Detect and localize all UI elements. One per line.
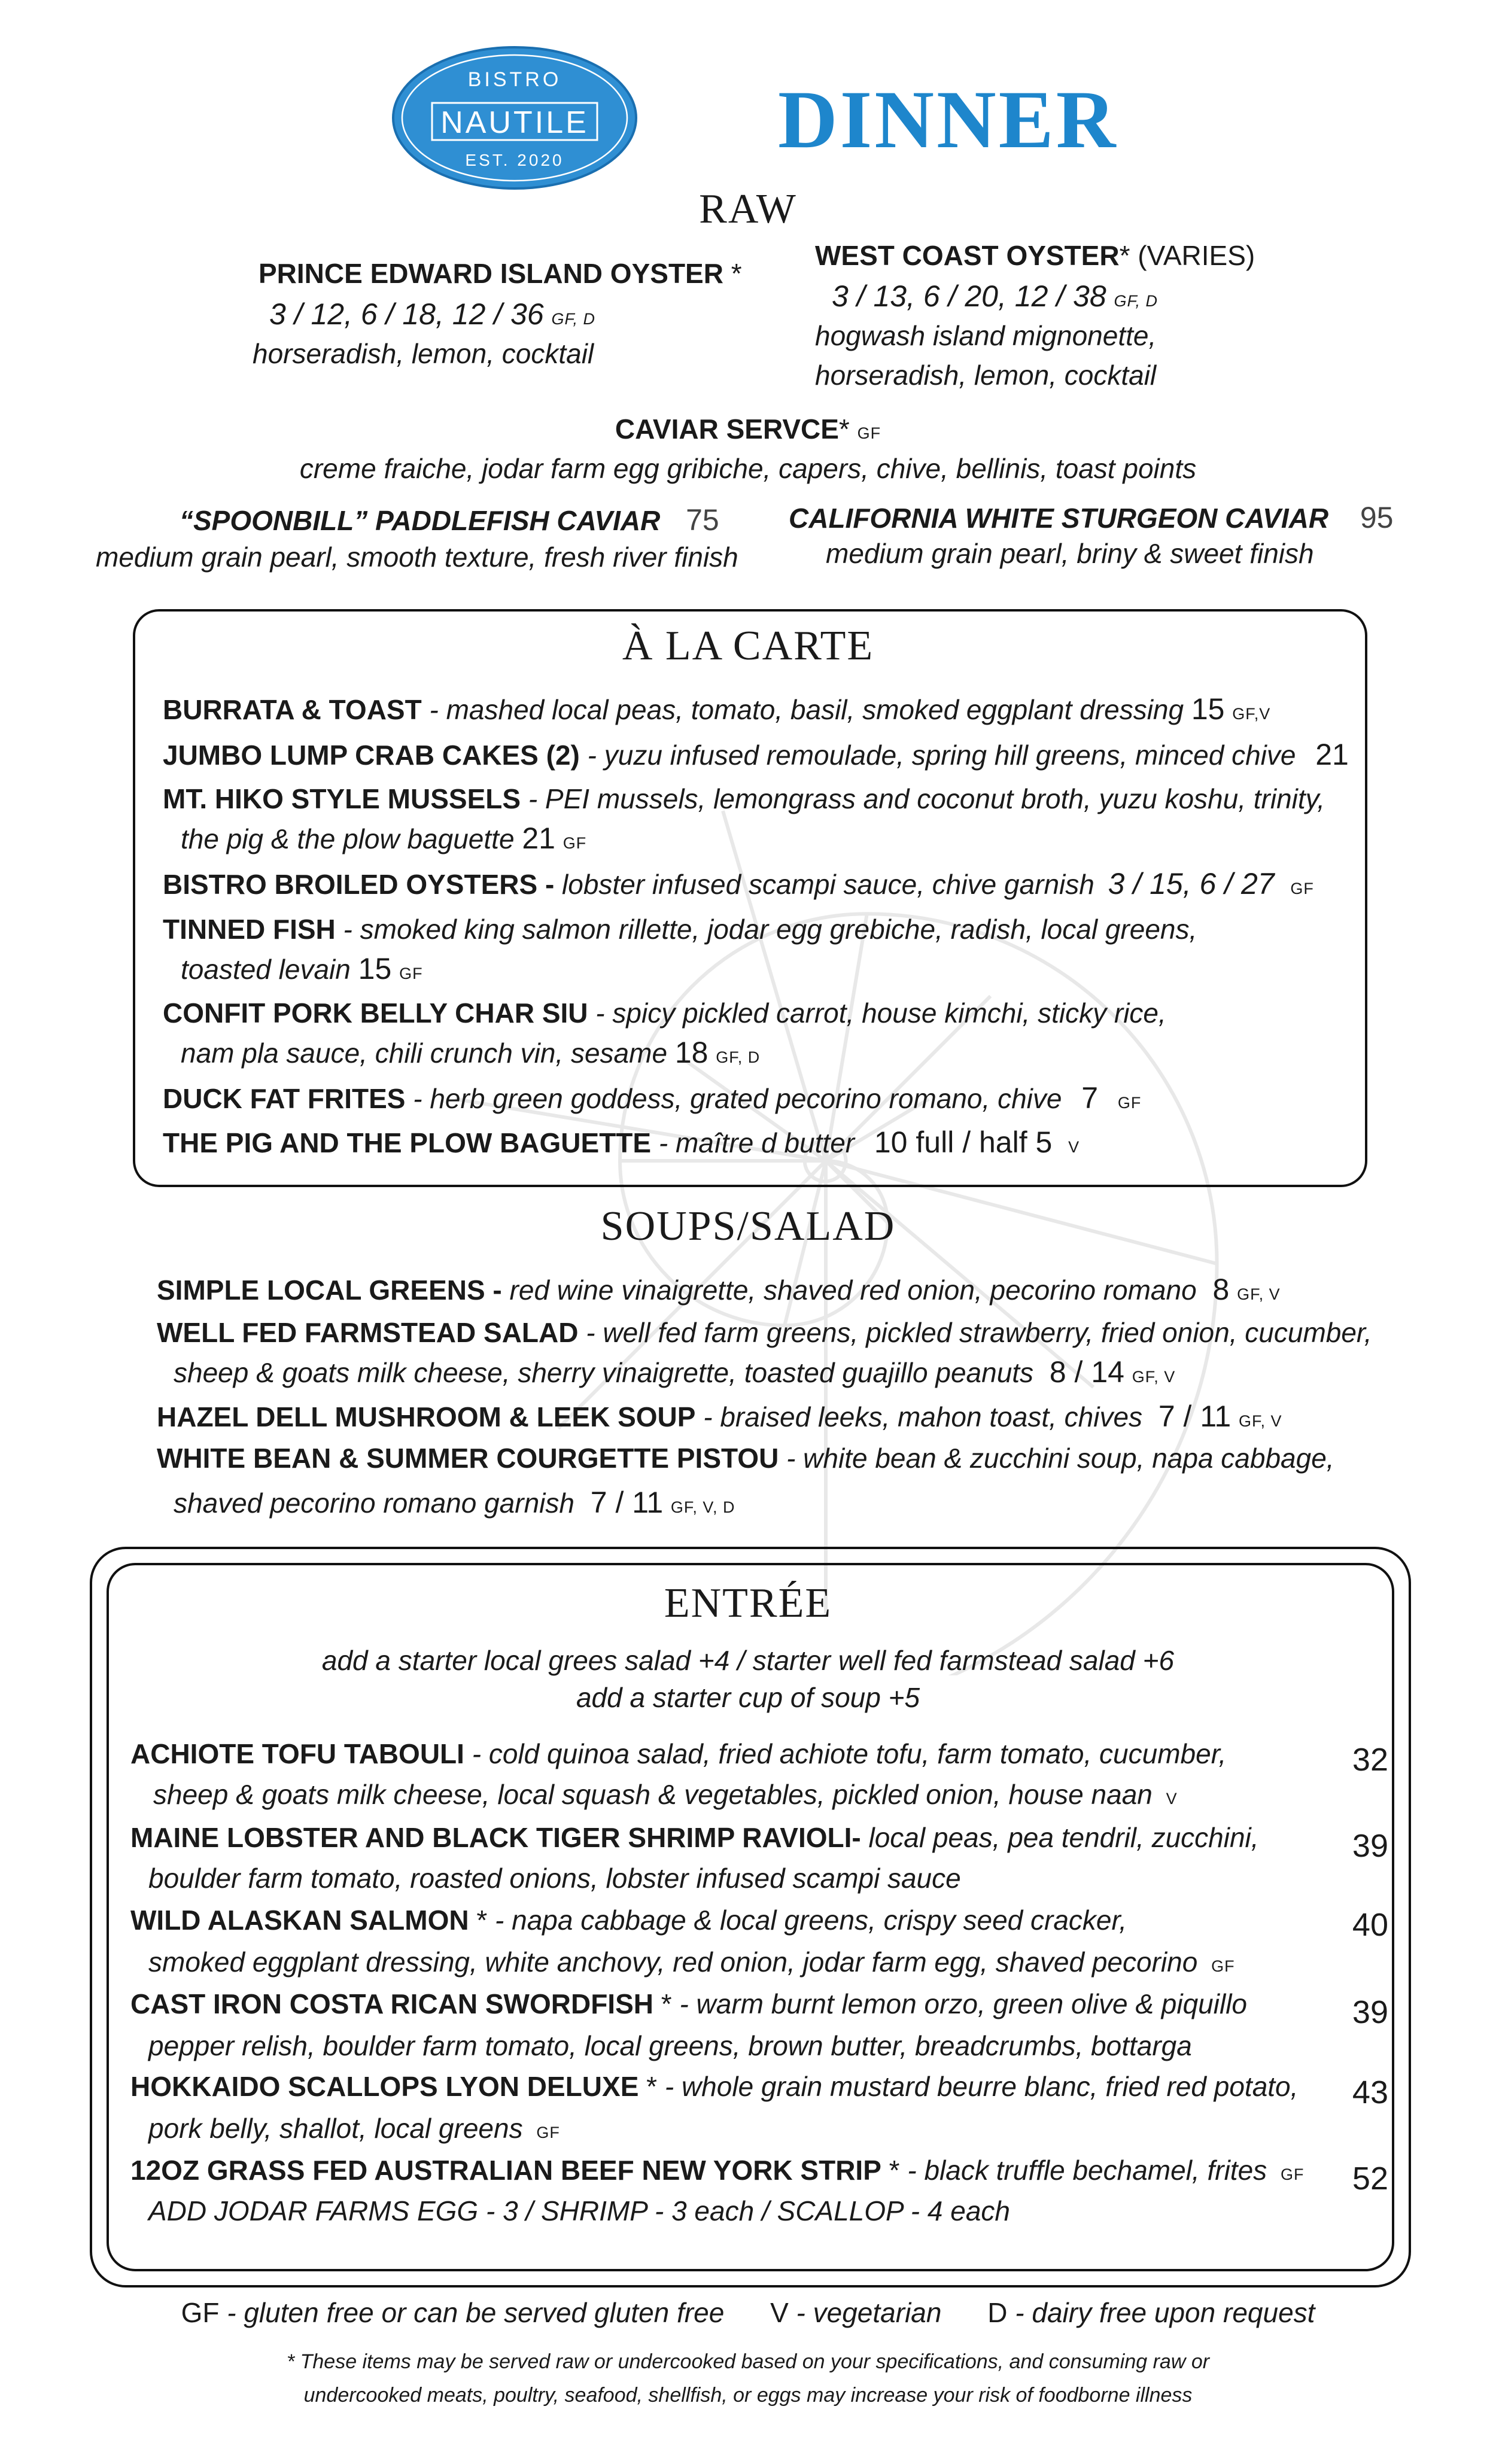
spoonbill-price: 75 [686, 503, 719, 537]
sturgeon-line [789, 500, 1393, 535]
item-price: 21 [522, 822, 555, 855]
item-name: BURRATA & TOAST [163, 694, 422, 725]
item-name: HAZEL DELL MUSHROOM & LEEK SOUP [157, 1401, 696, 1432]
menu-item [130, 1904, 1127, 1936]
menu-item [130, 2154, 1304, 2186]
item-tags: GF [1117, 1094, 1142, 1112]
item-desc: - smoked king salmon rillette, jodar egg grebiche, radish, local greens, [335, 914, 1197, 945]
menu-item-cont [148, 2112, 560, 2144]
item-price: 43 [1352, 2074, 1388, 2110]
item-tags: GF,V [1232, 705, 1271, 723]
menu-item [157, 1442, 1334, 1474]
item-price: 21 [1315, 738, 1349, 771]
item-tags: GF, V [1132, 1368, 1176, 1386]
item-star: * [638, 2071, 665, 2102]
item-tags: GF, V [1239, 1412, 1282, 1430]
item-price: 40 [1352, 1907, 1388, 1943]
raw-west-name-line [815, 239, 1255, 272]
item-name: CAST IRON COSTA RICAN SWORDFISH [130, 1988, 653, 2019]
item-name: BISTRO BROILED OYSTERS - [163, 869, 555, 900]
item-name: THE PIG AND THE PLOW BAGUETTE [163, 1127, 652, 1158]
item-desc: lobster infused scampi sauce, chive garnish [554, 869, 1094, 900]
item-tags: V [1166, 1790, 1178, 1808]
menu-item-cont [148, 1946, 1235, 1978]
item-desc: - herb green goddess, grated pecorino romano, chive [405, 1083, 1062, 1114]
west-oyster-note: (VARIES) [1138, 240, 1255, 271]
west-oyster-desc2: horseradish, lemon, cocktail [815, 360, 1157, 391]
item-name: SIMPLE LOCAL GREENS - [157, 1274, 502, 1306]
pei-star: * [731, 258, 742, 289]
menu-item [163, 997, 1166, 1029]
item-price: 3 / 15, 6 / 27 [1108, 867, 1275, 901]
item-tags: GF [1280, 2165, 1305, 2183]
menu-item-cont [153, 1778, 1178, 1811]
logo-nautile: NAUTILE [440, 105, 589, 140]
caviar-service-name: CAVIAR SERVCE [615, 413, 839, 445]
a-la-carte-heading: À LA CARTE [622, 623, 874, 669]
item-price: 39 [1352, 1994, 1388, 2030]
item-name: TINNED FISH [163, 914, 336, 945]
item-desc: - well fed farm greens, pickled strawberry, fried onion, cucumber, [578, 1317, 1372, 1348]
menu-item [163, 692, 1270, 726]
menu-item [163, 1081, 1141, 1115]
item-price: 7 / 11 [590, 1486, 664, 1519]
menu-item [130, 1988, 1247, 2020]
legend-d-key: D [987, 2297, 1008, 2328]
menu-item-cont [181, 1035, 760, 1070]
item-desc-cont: smoked eggplant dressing, white anchovy, red onion, jodar farm egg, shaved pecorino [148, 1946, 1198, 1978]
item-desc: - mashed local peas, tomato, basil, smoked eggplant dressing [421, 694, 1184, 725]
item-desc: - spicy pickled carrot, house kimchi, sticky rice, [588, 997, 1166, 1029]
item-price: 10 full / half 5 [874, 1125, 1053, 1159]
item-desc-cont: pepper relish, boulder farm tomato, local greens, brown butter, breadcrumbs, bottarga [148, 2030, 1192, 2061]
entree-note-soup: add a starter cup of soup +5 [576, 1682, 920, 1713]
item-name: WILD ALASKAN SALMON [130, 1905, 469, 1936]
menu-item [163, 866, 1314, 901]
logo-est: EST. 2020 [465, 151, 564, 169]
item-price: 7 / 11 [1158, 1400, 1232, 1433]
item-tags: GF, V [1237, 1285, 1281, 1303]
west-star: * [1119, 240, 1130, 271]
raw-pei-prices-line [269, 297, 595, 331]
item-price: 52 [1352, 2161, 1388, 2197]
west-oyster-name: WEST COAST OYSTER [815, 240, 1120, 271]
soups-salad-heading: SOUPS/SALAD [600, 1203, 896, 1249]
item-star: * [881, 2155, 908, 2186]
item-desc-cont: boulder farm tomato, roasted onions, lobster infused scampi sauce [148, 1863, 961, 1894]
caviar-star: * [838, 413, 850, 445]
menu-item [163, 1125, 1080, 1160]
menu-item-cont [148, 1862, 961, 1894]
item-tags: GF, V, D [670, 1498, 735, 1516]
logo-bistro: BISTRO [467, 68, 562, 91]
menu-item-cont [148, 2195, 1010, 2227]
item-name: MT. HIKO STYLE MUSSELS [163, 783, 521, 814]
raw-west-prices-line [832, 279, 1158, 314]
legend-v-key: V [770, 2297, 789, 2328]
raw-heading: RAW [699, 186, 797, 232]
menu-item-cont [174, 1355, 1175, 1389]
legend-d-text: - dairy free upon request [1007, 2297, 1315, 2328]
legend-gf-key: GF [181, 2297, 220, 2328]
west-oyster-tags: GF, D [1114, 292, 1158, 310]
item-price: 7 [1081, 1081, 1099, 1115]
menu-item-cont [181, 821, 586, 856]
item-name: DUCK FAT FRITES [163, 1083, 406, 1114]
item-desc-cont: the pig & the plow baguette [181, 823, 515, 854]
menu-item [157, 1399, 1282, 1434]
menu-item-cont [148, 2030, 1192, 2062]
item-price: 18 [674, 1036, 709, 1069]
caviar-service-desc: creme fraiche, jodar farm egg gribiche, capers, chive, bellinis, toast points [299, 453, 1197, 484]
item-price: 32 [1352, 1742, 1388, 1778]
item-desc-cont: pork belly, shallot, local greens [148, 2113, 523, 2144]
bistro-nautile-logo [389, 43, 640, 193]
menu-item [130, 1738, 1226, 1770]
entree-note-salad: add a starter local grees salad +4 / starter well fed farmstead salad +6 [321, 1645, 1175, 1676]
item-desc: - whole grain mustard beurre blanc, fried red potato, [664, 2071, 1299, 2102]
menu-item [157, 1316, 1372, 1349]
item-name: MAINE LOBSTER AND BLACK TIGER SHRIMP RAVIOLI- [130, 1822, 861, 1853]
pei-oyster-prices: 3 / 12, 6 / 18, 12 / 36 [269, 297, 544, 331]
item-desc: red wine vinaigrette, shaved red onion, pecorino romano [501, 1274, 1197, 1306]
item-desc: - black truffle bechamel, frites [907, 2155, 1267, 2186]
item-desc: - white bean & zucchini soup, napa cabbage, [779, 1443, 1334, 1474]
item-price: 15 [358, 952, 392, 985]
pei-oyster-tags: GF, D [551, 310, 595, 328]
item-desc-cont: sheep & goats milk cheese, sherry vinaigrette, toasted guajillo peanuts [174, 1357, 1034, 1388]
item-desc: - cold quinoa salad, fried achiote tofu, farm tomato, cucumber, [464, 1738, 1227, 1769]
item-star: * [469, 1905, 495, 1936]
legend-v-text: - vegetarian [788, 2297, 942, 2328]
item-tags: GF [1290, 880, 1314, 898]
sturgeon-name: CALIFORNIA WHITE STURGEON CAVIAR [789, 503, 1329, 534]
pei-oyster-desc: horseradish, lemon, cocktail [253, 338, 594, 369]
item-desc-cont: toasted levain [181, 954, 351, 985]
spoonbill-desc: medium grain pearl, smooth texture, fresh river finish [96, 542, 738, 573]
menu-title: DINNER [778, 74, 1118, 165]
spoonbill-name: “SPOONBILL” PADDLEFISH CAVIAR [180, 505, 661, 536]
sturgeon-desc: medium grain pearl, briny & sweet finish [826, 538, 1314, 569]
west-oyster-desc1: hogwash island mignonette, [815, 320, 1157, 351]
item-tags: GF [562, 834, 587, 852]
item-name: HOKKAIDO SCALLOPS LYON DELUXE [130, 2071, 639, 2102]
menu-item [163, 783, 1325, 815]
item-tags: V [1068, 1138, 1080, 1156]
item-name: ACHIOTE TOFU TABOULI [130, 1738, 464, 1769]
disclaimer-line-1: * These items may be served raw or undercooked based on your specifications, and consuming raw or [286, 2350, 1210, 2373]
item-desc: - yuzu infused remoulade, spring hill greens, minced chive [579, 740, 1296, 771]
item-name: 12OZ GRASS FED AUSTRALIAN BEEF NEW YORK STRIP [130, 2155, 881, 2186]
item-desc: - braised leeks, mahon toast, chives [695, 1401, 1143, 1432]
item-desc-cont: nam pla sauce, chili crunch vin, sesame [181, 1038, 668, 1069]
west-oyster-prices: 3 / 13, 6 / 20, 12 / 38 [832, 279, 1106, 313]
item-tags: GF, D [716, 1048, 761, 1066]
item-desc: - PEI mussels, lemongrass and coconut broth, yuzu koshu, trinity, [521, 783, 1325, 814]
item-price: 8 / 14 [1049, 1355, 1124, 1389]
menu-item [163, 737, 1349, 772]
item-tags: GF [536, 2124, 560, 2141]
item-price: 15 [1191, 692, 1225, 726]
item-desc-cont: shaved pecorino romano garnish [174, 1487, 574, 1519]
menu-item [157, 1272, 1281, 1307]
entree-heading: ENTRÉE [664, 1580, 832, 1626]
menu-item [130, 1821, 1259, 1854]
item-desc: - maître d butter [651, 1127, 855, 1158]
menu-item [163, 913, 1197, 945]
item-desc: local peas, pea tendril, zucchini, [860, 1822, 1259, 1853]
dietary-legend [0, 2296, 1496, 2329]
legend-gf-text: - gluten free or can be served gluten free [219, 2297, 725, 2328]
item-price: 39 [1352, 1828, 1388, 1864]
item-name: JUMBO LUMP CRAB CAKES (2) [163, 740, 580, 771]
item-name: WHITE BEAN & SUMMER COURGETTE PISTOU [157, 1443, 779, 1474]
sturgeon-price: 95 [1360, 501, 1394, 534]
pei-oyster-name: PRINCE EDWARD ISLAND OYSTER [259, 258, 723, 289]
item-star: * [653, 1988, 680, 2019]
disclaimer-line-2: undercooked meats, poultry, seafood, shellfish, or eggs may increase your risk of foodborne illness [303, 2384, 1193, 2407]
item-tags: GF [399, 965, 423, 982]
caviar-service-line [0, 413, 1496, 445]
item-name: WELL FED FARMSTEAD SALAD [157, 1317, 579, 1348]
item-desc: - warm burnt lemon orzo, green olive & piquillo [679, 1988, 1248, 2019]
spoonbill-line [180, 503, 719, 537]
menu-item [130, 2070, 1298, 2103]
item-desc: - napa cabbage & local greens, crispy seed cracker, [495, 1905, 1127, 1936]
caviar-tags: GF [857, 424, 881, 442]
item-tags: GF [1211, 1957, 1235, 1975]
item-price: 8 [1212, 1273, 1230, 1306]
raw-pei-name-line [259, 257, 742, 290]
item-desc-cont: sheep & goats milk cheese, local squash & vegetables, pickled onion, house naan [153, 1779, 1153, 1810]
item-name: CONFIT PORK BELLY CHAR SIU [163, 997, 588, 1029]
item-addons: ADD JODAR FARMS EGG - 3 / SHRIMP - 3 each / SCALLOP - 4 each [148, 2195, 1011, 2226]
menu-item-cont [181, 951, 423, 986]
menu-item-cont [174, 1485, 735, 1520]
